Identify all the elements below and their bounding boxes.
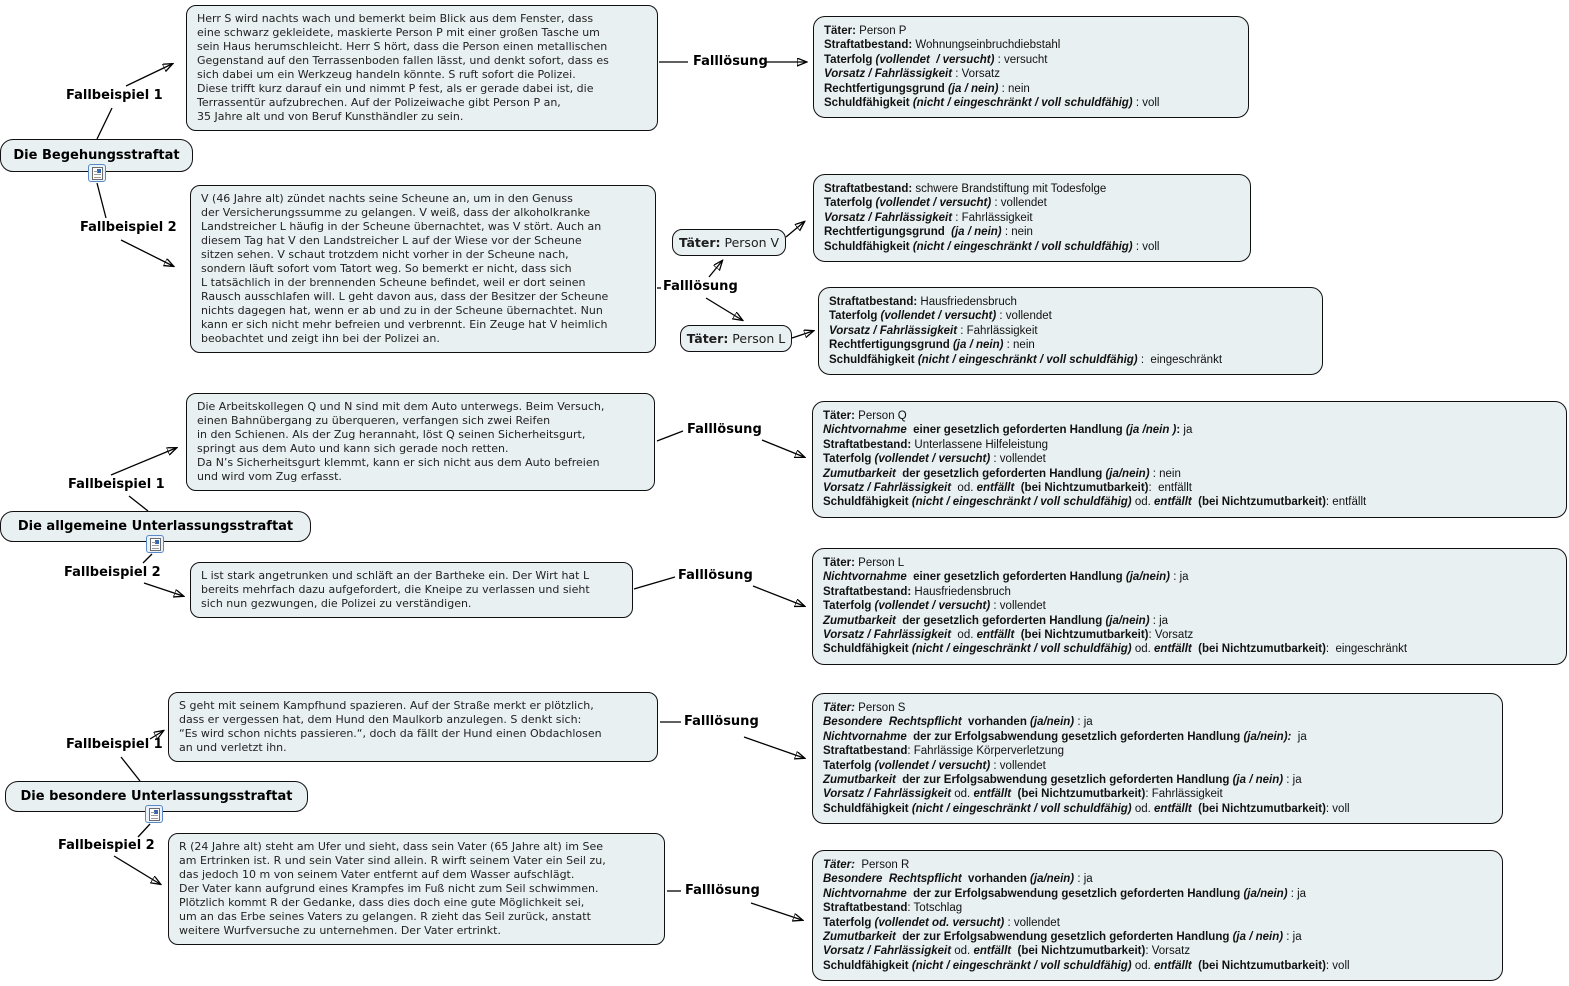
- solution-box-person-l[interactable]: [812, 548, 1567, 665]
- text-line: Täter: Person V: [678, 235, 780, 250]
- text-line: Schuldfähigkeit (nicht / eingeschränkt / voll schuldfähig) od. entfällt (bei Nichtzumutbarkeit): voll: [823, 959, 1350, 972]
- text-line: Plötzlich kommt R der Gedanke, dass dies doch eine gute Möglichkeit sei,: [179, 896, 585, 909]
- text-line: Straftatbestand: schwere Brandstiftung mit Todesfolge: [824, 183, 1107, 195]
- connector-arrow: [792, 331, 813, 338]
- text-line: Zumutbarkeit der gesetzlich geforderten Handlung (ja/nein) : ja: [823, 614, 1169, 627]
- text-line: Vorsatz / Fahrlässigkeit : Fahrlässigkeit: [824, 211, 1033, 224]
- text-line: Taterfolg (vollendet / versucht) : vollendet: [823, 453, 1046, 466]
- case-box-ertrinken[interactable]: [168, 833, 665, 945]
- text-line: Täter: Person L: [823, 557, 905, 569]
- text-line: in den Schienen. Als der Zug herannaht, löst Q seinen Sicherheitsgurt,: [197, 428, 586, 441]
- connector: [97, 183, 106, 218]
- text-line: weitere Wurfversuche zu unternehmen. Der Vater ertrinkt.: [179, 924, 501, 937]
- text-line: S geht mit seinem Kampfhund spazieren. Auf der Straße merkt er plötzlich,: [179, 699, 594, 712]
- text-line: Nichtvornahme einer gesetzlich geforderten Handlung (ja/nein) : ja: [823, 571, 1189, 584]
- connector: [143, 554, 152, 563]
- text-line: Schuldfähigkeit (nicht / eingeschränkt / voll schuldfähig) od. entfällt (bei Nichtzumutbarkeit): entfällt: [823, 496, 1367, 509]
- text-line: der Versicherungssumme zu gelangen. V weiß, dass der alkoholkranke: [201, 206, 591, 219]
- link-label-falloesung[interactable]: Falllösung: [693, 54, 768, 69]
- node-label: Die besondere Unterlassungsstraftat: [20, 789, 293, 804]
- text-line: Besondere Rechtspflicht vorhanden (ja/nein) : ja: [823, 873, 1093, 886]
- case-box-bahnuebergang[interactable]: [186, 393, 655, 491]
- text-line: Zumutbarkeit der gesetzlich geforderten Handlung (ja/nein) : nein: [823, 467, 1181, 480]
- text-line: Besondere Rechtspflicht vorhanden (ja/nein) : ja: [823, 716, 1093, 729]
- document-icon: [92, 167, 103, 180]
- text-line: Taterfolg (vollendet od. versucht) : vollendet: [823, 916, 1060, 929]
- connector-arrow: [114, 856, 160, 884]
- text-line: Nichtvornahme einer gesetzlich geforderten Handlung (ja /nein ): ja: [823, 424, 1193, 437]
- connector-arrow: [709, 261, 722, 277]
- connector-arrow: [786, 222, 804, 237]
- text-line: R (24 Jahre alt) steht am Ufer und sieht, dass sein Vater (65 Jahre alt) im See: [179, 840, 604, 853]
- connector: [657, 431, 683, 441]
- node-label: Die Begehungsstraftat: [13, 148, 180, 163]
- case-box-bartheke[interactable]: [190, 562, 633, 618]
- connector-arrow: [744, 737, 804, 758]
- text-line: Straftatbestand: Hausfriedensbruch: [829, 296, 1017, 308]
- case-box-kampfhund[interactable]: [168, 692, 658, 762]
- text-line: Die Arbeitskollegen Q und N sind mit dem Auto unterwegs. Beim Versuch,: [197, 400, 605, 413]
- link-label-falloesung[interactable]: Falllösung: [685, 883, 760, 898]
- text-line: “Es wird schon nichts passieren.“, doch da fällt der Hund einen Obdachlosen: [179, 727, 602, 740]
- text-line: Straftatbestand: Totschlag: [823, 902, 963, 915]
- text-line: Schuldfähigkeit (nicht / eingeschränkt / voll schuldfähig) od. entfällt (bei Nichtzumutbarkeit): eingeschränkt: [823, 643, 1408, 656]
- solution-box-brandstiftung[interactable]: [813, 174, 1251, 262]
- link-label-fallbeispiel-1[interactable]: Fallbeispiel 1: [68, 477, 165, 492]
- text-line: L ist stark angetrunken und schläft an der Bartheke ein. Der Wirt hat L: [201, 569, 590, 582]
- text-line: Straftatbestand: Fahrlässige Körperverletzung: [823, 745, 1064, 758]
- text-line: bereits mehrfach dazu aufgefordert, die Kneipe zu verlassen und sieht: [201, 583, 590, 596]
- text-line: Vorsatz / Fahrlässigkeit : Vorsatz: [824, 68, 1000, 81]
- text-line: sitzen sehen. V schaut trotzdem nicht vorher in der Scheune nach,: [201, 248, 569, 261]
- text-line: Rechtfertigungsgrund (ja / nein) : nein: [829, 339, 1035, 352]
- connector: [121, 757, 140, 781]
- connector-arrow: [751, 903, 802, 920]
- link-label-falloesung[interactable]: Falllösung: [678, 568, 753, 583]
- text-line: Taterfolg (vollendet / versucht) : vollendet: [824, 197, 1047, 210]
- text-line: Taterfolg (vollendet / versucht) : versucht: [824, 53, 1048, 66]
- text-line: Nichtvornahme der zur Erfolgsabwendung gesetzlich geforderten Handlung (ja/nein): ja: [823, 730, 1307, 743]
- text-line: sondern läuft sofort vom Tatort weg. So bemerkt er nicht, dass sich: [201, 262, 572, 275]
- document-icon: [149, 808, 160, 821]
- text-line: Der Vater kann aufgrund eines Krampfes im Fuß nicht zum Seil schwimmen.: [179, 882, 599, 895]
- text-line: Zumutbarkeit der zur Erfolgsabwendung gesetzlich geforderten Handlung (ja / nein) : ja: [823, 774, 1302, 787]
- text-line: dass er vergessen hat, dem Hund den Maulkorb anzulegen. S denkt sich:: [179, 713, 582, 726]
- text-line: Taterfolg (vollendet / versucht) : vollendet: [823, 759, 1046, 772]
- resource-link-icon[interactable]: [88, 164, 106, 182]
- text-line: diesem Tag hat V den Landstreicher L auf der Wiese vor der Scheune: [201, 234, 582, 247]
- text-line: Rechtfertigungsgrund (ja / nein) : nein: [824, 226, 1033, 239]
- resource-link-icon[interactable]: [145, 805, 163, 823]
- document-icon: [150, 538, 161, 551]
- text-line: Vorsatz / Fahrlässigkeit od. entfällt (bei Nichtzumutbarkeit): Fahrlässigkeit: [823, 788, 1223, 801]
- text-line: das jedoch 10 m von seinem Vater entfernt auf dem Wasser aufschlägt.: [179, 868, 575, 881]
- text-line: sich dabei um ein Werkzeug handeln könnte. S ruft sofort die Polizei.: [197, 68, 576, 81]
- connector-arrow: [753, 586, 804, 606]
- text-line: Taterfolg (vollendet / versucht) : vollendet: [829, 310, 1052, 323]
- text-line: Täter: Person S: [823, 702, 906, 714]
- link-label-falloesung[interactable]: Falllösung: [663, 279, 738, 294]
- text-line: Terrassentür aufzubrechen. Auf der Polizeiwache gibt Person P an,: [197, 96, 561, 109]
- text-line: Täter: Person P: [824, 25, 907, 37]
- text-line: sein Haus herumschleicht. Herr S hört, dass die Person einen metallischen: [197, 40, 608, 53]
- text-line: Täter: Person R: [823, 859, 910, 871]
- link-label-fallbeispiel-2[interactable]: Fallbeispiel 2: [58, 838, 155, 853]
- resource-link-icon[interactable]: [146, 535, 164, 553]
- link-label-fallbeispiel-1[interactable]: Fallbeispiel 1: [66, 737, 163, 752]
- text-line: kann er sich nicht mehr befreien und verbrennt. Ein Zeuge hat V heimlich: [201, 318, 608, 331]
- connector-arrow: [144, 583, 183, 596]
- text-line: Vorsatz / Fahrlässigkeit od. entfällt (bei Nichtzumutbarkeit): Vorsatz: [823, 629, 1194, 642]
- link-label-fallbeispiel-2[interactable]: Fallbeispiel 2: [80, 220, 177, 235]
- text-line: und wird vom Zug erfasst.: [197, 470, 342, 483]
- link-label-fallbeispiel-2[interactable]: Fallbeispiel 2: [64, 565, 161, 580]
- text-line: um an das Erbe seines Vaters zu gelangen. R zieht das Seil zurück, anstatt: [179, 910, 591, 923]
- connector-arrow: [126, 64, 172, 86]
- text-line: Vorsatz / Fahrlässigkeit od. entfällt (bei Nichtzumutbarkeit): entfällt: [823, 482, 1192, 495]
- node-label: Die allgemeine Unterlassungsstraftat: [17, 519, 294, 534]
- text-line: beobachtet und zeigt ihn bei der Polizei an.: [201, 332, 440, 345]
- text-line: Straftatbestand: Hausfriedensbruch: [823, 585, 1011, 598]
- connector-arrow: [121, 240, 173, 266]
- text-line: Da N’s Sicherheitsgurt klemmt, kann er sich nicht aus dem Auto befreien: [197, 456, 600, 469]
- connector: [129, 496, 148, 511]
- text-line: Schuldfähigkeit (nicht / eingeschränkt / voll schuldfähig) : voll: [824, 240, 1160, 253]
- text-line: Täter: Person L: [686, 331, 786, 346]
- text-line: Schuldfähigkeit (nicht / eingeschränkt / voll schuldfähig) : eingeschränkt: [829, 353, 1223, 366]
- connector-arrow: [111, 448, 176, 475]
- text-line: Täter: Person Q: [823, 410, 907, 422]
- connector: [138, 824, 150, 837]
- text-line: Vorsatz / Fahrlässigkeit : Fahrlässigkeit: [829, 324, 1038, 337]
- text-line: V (46 Jahre alt) zündet nachts seine Scheune an, um in den Genuss: [201, 192, 573, 205]
- text-line: Straftatbestand: Wohnungseinbruchdiebstahl: [824, 39, 1061, 52]
- text-line: an und verletzt ihn.: [179, 741, 287, 754]
- text-line: nichts dagegen hat, wenn er ab und zu in der Scheune übernachtet. Nun: [201, 304, 603, 317]
- case-box-einbrecher[interactable]: [186, 5, 658, 131]
- text-line: 35 Jahre alt und von Beruf Kunsthändler zu sein.: [197, 110, 464, 123]
- text-line: am Ertrinken ist. R und sein Vater sind allein. R wirft seinem Vater ein Seil zu,: [179, 854, 606, 867]
- text-line: Vorsatz / Fahrlässigkeit od. entfällt (bei Nichtzumutbarkeit): Vorsatz: [823, 945, 1191, 958]
- case-box-scheunenbrand[interactable]: [190, 185, 656, 353]
- connector-arrow: [706, 298, 742, 320]
- text-line: Taterfolg (vollendet / versucht) : vollendet: [823, 600, 1046, 613]
- text-line: Zumutbarkeit der zur Erfolgsabwendung gesetzlich geforderten Handlung (ja / nein) : ja: [823, 931, 1302, 944]
- solution-box-person-r[interactable]: [812, 850, 1503, 981]
- text-line: Schuldfähigkeit (nicht / eingeschränkt / voll schuldfähig) od. entfällt (bei Nichtzumutbarkeit): voll: [823, 802, 1350, 815]
- text-line: einen Bahnübergang zu überqueren, verfangen sich zwei Reifen: [197, 414, 551, 427]
- node-taeter-person-v[interactable]: [672, 229, 786, 256]
- link-label-falloesung[interactable]: Falllösung: [684, 714, 759, 729]
- text-line: eine schwarz gekleidete, maskierte Person P mit einer großen Tasche um: [197, 26, 600, 39]
- text-line: Landstreicher L häufig in der Scheune übernachtet, was V stört. Auch an: [201, 220, 602, 233]
- text-line: Rausch ausschlafen will. L geht davon aus, dass der Besitzer der Scheune: [201, 290, 609, 303]
- connector-arrow: [762, 440, 804, 457]
- connector: [634, 577, 675, 589]
- text-line: Schuldfähigkeit (nicht / eingeschränkt / voll schuldfähig) : voll: [824, 97, 1160, 110]
- connector: [97, 108, 112, 139]
- solution-box-person-q[interactable]: [812, 401, 1567, 518]
- link-label-fallbeispiel-1[interactable]: Fallbeispiel 1: [66, 88, 163, 103]
- solution-box-person-s[interactable]: [812, 693, 1503, 824]
- text-line: Herr S wird nachts wach und bemerkt beim Blick aus dem Fenster, dass: [197, 12, 594, 25]
- link-label-falloesung[interactable]: Falllösung: [687, 422, 762, 437]
- text-line: springt aus dem Auto und kann sich gerade noch retten.: [197, 442, 509, 455]
- text-line: Rechtfertigungsgrund (ja / nein) : nein: [824, 82, 1030, 95]
- solution-box-hausfriedensbruch[interactable]: [818, 287, 1323, 375]
- text-line: Diese trifft kurz darauf ein und nimmt P fest, als er gerade dabei ist, die: [197, 82, 594, 95]
- text-line: sich nun gezwungen, die Polizei zu verständigen.: [201, 597, 472, 610]
- node-taeter-person-l[interactable]: [680, 325, 792, 352]
- text-line: Nichtvornahme der zur Erfolgsabwendung gesetzlich geforderten Handlung (ja/nein) : ja: [823, 887, 1307, 900]
- text-line: Gegenstand auf den Terrassenboden fallen lässt, und denkt sofort, dass es: [197, 54, 609, 67]
- text-line: Straftatbestand: Unterlassene Hilfeleistung: [823, 438, 1048, 451]
- solution-box-person-p[interactable]: [813, 16, 1249, 118]
- text-line: L tatsächlich in der brennenden Scheune befindet, weil er dort seinen: [201, 276, 586, 289]
